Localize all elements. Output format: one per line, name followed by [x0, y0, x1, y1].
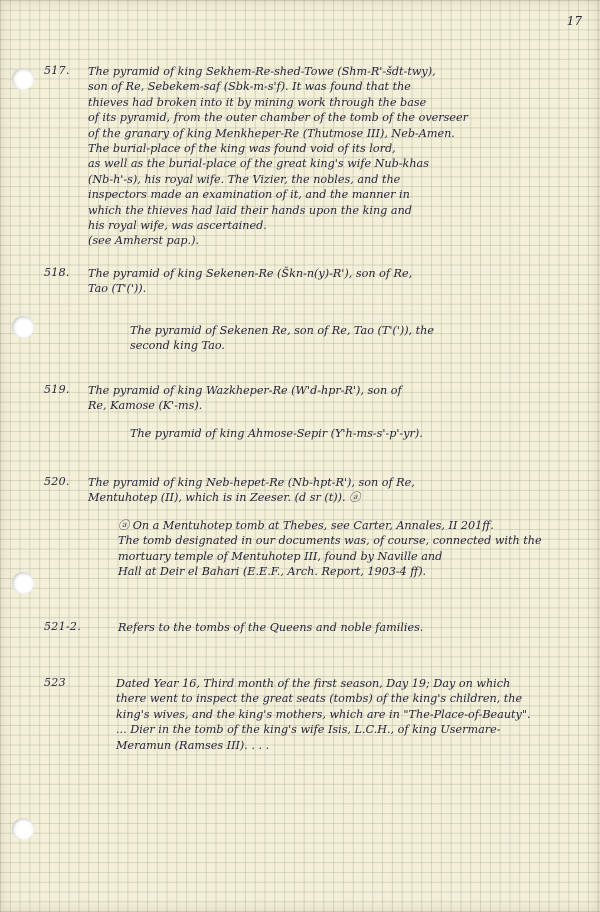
entry-519-extra: The pyramid of king Ahmose-Sepir (Y'h-ms-s'-p'-yr).: [130, 427, 423, 440]
entry-text: The pyramid of king Sekhem-Re-shed-Towe (Shm-R'-šdt-twy), son of Re, Sebekem-saf (Sbk-m-s'f). It was found that the thieves had broken into it by mining work through the base of its pyramid, from the outer chamber of the tomb of the overseer of the granary of king Menkheper-Re (Thutmose III), Neb-Amen. The burial-place of the king was found void of its lord, as well as the burial-place of the great king's wife Nub-khas (Nb-h'-s), his royal wife. The Vizier, the nobles, and the inspectors made an examination of it, and the manner in which the thieves had laid their hands upon the king and his royal wife, was ascertained. (see Amherst pap.).: [88, 65, 468, 248]
entry-number: 518.: [44, 266, 70, 279]
punch-hole: [12, 572, 34, 594]
entry-text: The pyramid of king Sekenen-Re (Škn-n(y)-R'), son of Re, Tao (T'(')).: [88, 267, 413, 296]
entry-number: 519.: [44, 383, 70, 396]
entry-text: Dated Year 16, Third month of the first season, Day 19; Day on which there went to inspect the great seats (tombs) of the king's children, the king's wives, and the king's mothers, which are in "The-Place-of-Beauty". ... Dier in the tomb of the king's wife Isis, L.C.H., of king Usermare- Meramun (Ramses III). . . .: [116, 677, 531, 752]
punch-hole: [12, 818, 34, 840]
entry-520: [44, 475, 586, 506]
punch-hole: [12, 316, 34, 338]
entry-text: The pyramid of king Wazkheper-Re (W'd-hpr-R'), son of Re, Kamose (K'-ms).: [88, 384, 402, 413]
page-number: 17: [566, 14, 582, 28]
entry-text: The pyramid of king Neb-hepet-Re (Nb-hpt-R'), son of Re, Mentuhotep (II), which is in Zeeser. (d sr (t)). ⓐ: [88, 476, 415, 505]
entry-number: 523: [44, 676, 66, 689]
entry-521-2: [44, 620, 586, 635]
entry-519: [44, 383, 586, 414]
entry-number: 517.: [44, 64, 70, 77]
entry-517: [44, 64, 586, 249]
entry-518-extra: The pyramid of Sekenen Re, son of Re, Tao (T'(')), the second king Tao.: [130, 324, 434, 353]
punch-hole: [12, 68, 34, 90]
entry-number: 520.: [44, 475, 70, 488]
entry-520-footnote: ⓐ On a Mentuhotep tomb at Thebes, see Carter, Annales, II 201ff. The tomb designated in our documents was, of course, connected with the mortuary temple of Mentuhotep III, found by Naville and Hall at Deir el Bahari (E.E.F., Arch. Report, 1903-4 ff).: [118, 519, 542, 579]
entry-518: [44, 266, 586, 297]
entry-text: Refers to the tombs of the Queens and noble families.: [118, 621, 424, 634]
entry-number: 521-2.: [44, 620, 82, 633]
entry-523: [44, 676, 586, 753]
